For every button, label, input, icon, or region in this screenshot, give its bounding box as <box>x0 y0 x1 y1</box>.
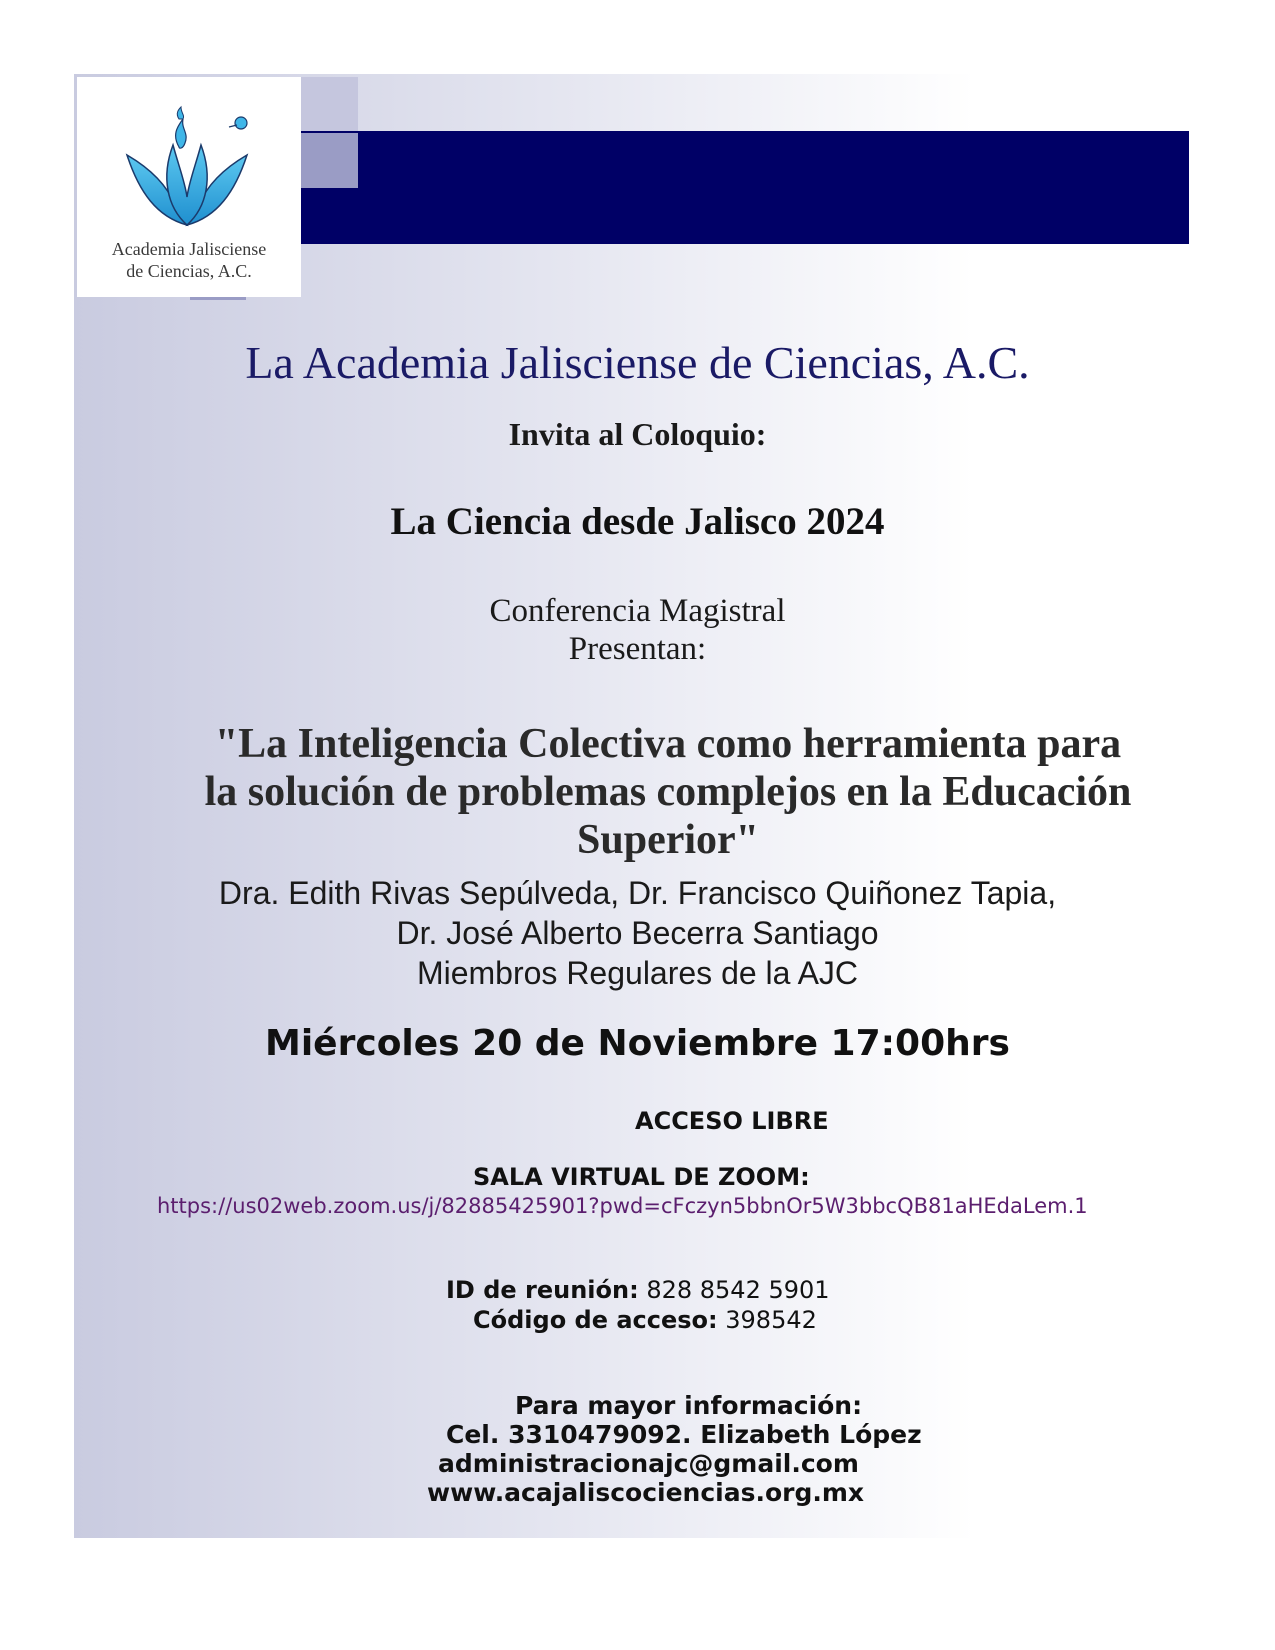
logo <box>77 77 301 297</box>
access-label: ACCESO LIBRE <box>635 1107 829 1135</box>
passcode-value: 398542 <box>717 1306 817 1334</box>
talk-title-line: Superior" <box>577 817 759 863</box>
invite-heading: Invita al Coloquio: <box>508 416 767 452</box>
talk-title <box>118 720 1218 864</box>
speakers-affiliation: Miembros Regulares de la AJC <box>416 955 859 991</box>
passcode-row <box>473 1306 817 1334</box>
speakers-line: Dra. Edith Rivas Sepúlveda, Dr. Francisco Quiñonez Tapia, <box>218 875 1057 911</box>
contact-heading: Para mayor información: <box>515 1391 863 1420</box>
decorative-tick <box>190 297 246 300</box>
decorative-square-mid <box>300 133 358 188</box>
conference-block <box>74 592 1201 668</box>
zoom-label: SALA VIRTUAL DE ZOOM: <box>473 1163 810 1191</box>
contact-phone: Cel. 3310479092. Elizabeth López <box>446 1420 922 1449</box>
header-navy-bar <box>300 131 1189 244</box>
meeting-id-label: ID de reunión: <box>446 1276 639 1304</box>
contact-website[interactable]: www.acajaliscociencias.org.mx <box>427 1478 865 1507</box>
speakers-block <box>74 873 1201 993</box>
passcode-label: Código de acceso: <box>473 1306 718 1334</box>
presenting-label: Presentan: <box>568 631 707 667</box>
logo-text <box>77 238 301 282</box>
contact-email[interactable]: administracionajc@gmail.com <box>438 1449 859 1478</box>
meeting-id-row <box>446 1276 830 1304</box>
organization-title: La Academia Jalisciense de Ciencias, A.C. <box>245 337 1030 388</box>
talk-title-line: la solución de problemas complejos en la Educación <box>204 769 1132 815</box>
agave-flame-icon <box>117 97 257 237</box>
conference-type: Conferencia Magistral <box>489 593 786 629</box>
zoom-link[interactable]: https://us02web.zoom.us/j/82885425901?pwd=cFczyn5bbnOr5W3bbcQB81aHEdaLem.1 <box>157 1194 1088 1218</box>
event-date: Miércoles 20 de Noviembre 17:00hrs <box>265 1023 1010 1064</box>
logo-text-line1: Academia Jalisciense <box>111 239 267 259</box>
series-title: La Ciencia desde Jalisco 2024 <box>390 500 885 543</box>
logo-text-line2: de Ciencias, A.C. <box>126 261 252 281</box>
speakers-line: Dr. José Alberto Becerra Santiago <box>396 915 879 951</box>
meeting-id-value: 828 8542 5901 <box>638 1276 830 1304</box>
talk-title-line: "La Inteligencia Colectiva como herramienta para <box>214 721 1122 767</box>
